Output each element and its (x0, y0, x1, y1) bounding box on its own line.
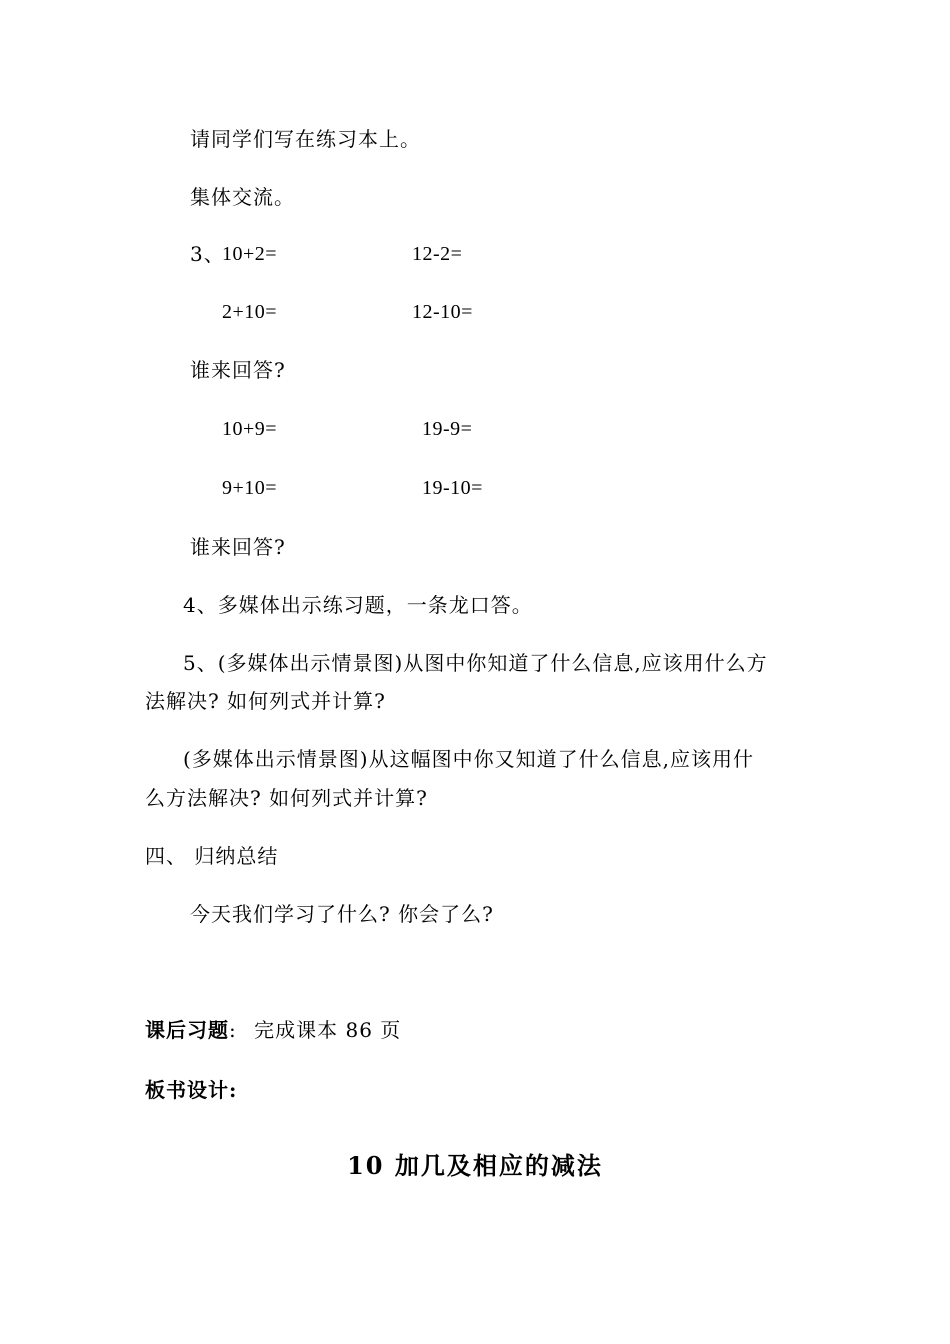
item5-text-line2: 法解决? 如何列式并计算? (145, 689, 386, 713)
equation: 10+2= (222, 243, 278, 265)
equation: 19-10= (422, 477, 483, 499)
question-text: 谁来回答? (190, 358, 286, 382)
item6-text-line2: 么方法解决? 如何列式并计算? (145, 786, 428, 810)
homework-label: 课后习题 (145, 1018, 229, 1042)
equation: 19-9= (422, 418, 473, 440)
board-design-label: 板书设计: (145, 1078, 238, 1102)
question-text: 谁来回答? (190, 535, 286, 559)
item6-text-line1: (多媒体出示情景图)从这幅图中你又知道了什么信息,应该用什 (183, 747, 754, 771)
equation: 2+10= (222, 301, 278, 323)
equation: 10+9= (222, 418, 278, 440)
section-heading: 四、 归纳总结 (145, 844, 279, 868)
instruction-text: 请同学们写在练习本上。 (190, 127, 421, 151)
summary-question: 今天我们学习了什么? 你会了么? (190, 902, 494, 926)
item3-label: 3、 (190, 242, 225, 266)
homework-line (145, 1016, 401, 1044)
homework-text: 完成课本 86 页 (254, 1018, 402, 1042)
equation: 9+10= (222, 477, 278, 499)
equation: 12-10= (412, 301, 473, 323)
item4-text: 4、多媒体出示练习题，一条龙口答。 (183, 593, 533, 617)
item5-text-line1: 5、(多媒体出示情景图)从图中你知道了什么信息,应该用什么方 (183, 651, 768, 675)
board-title: 10 加几及相应的减法 (347, 1151, 603, 1180)
group-discussion-text: 集体交流。 (190, 185, 295, 209)
equation: 12-2= (412, 243, 463, 265)
homework-colon: : (229, 1018, 237, 1042)
